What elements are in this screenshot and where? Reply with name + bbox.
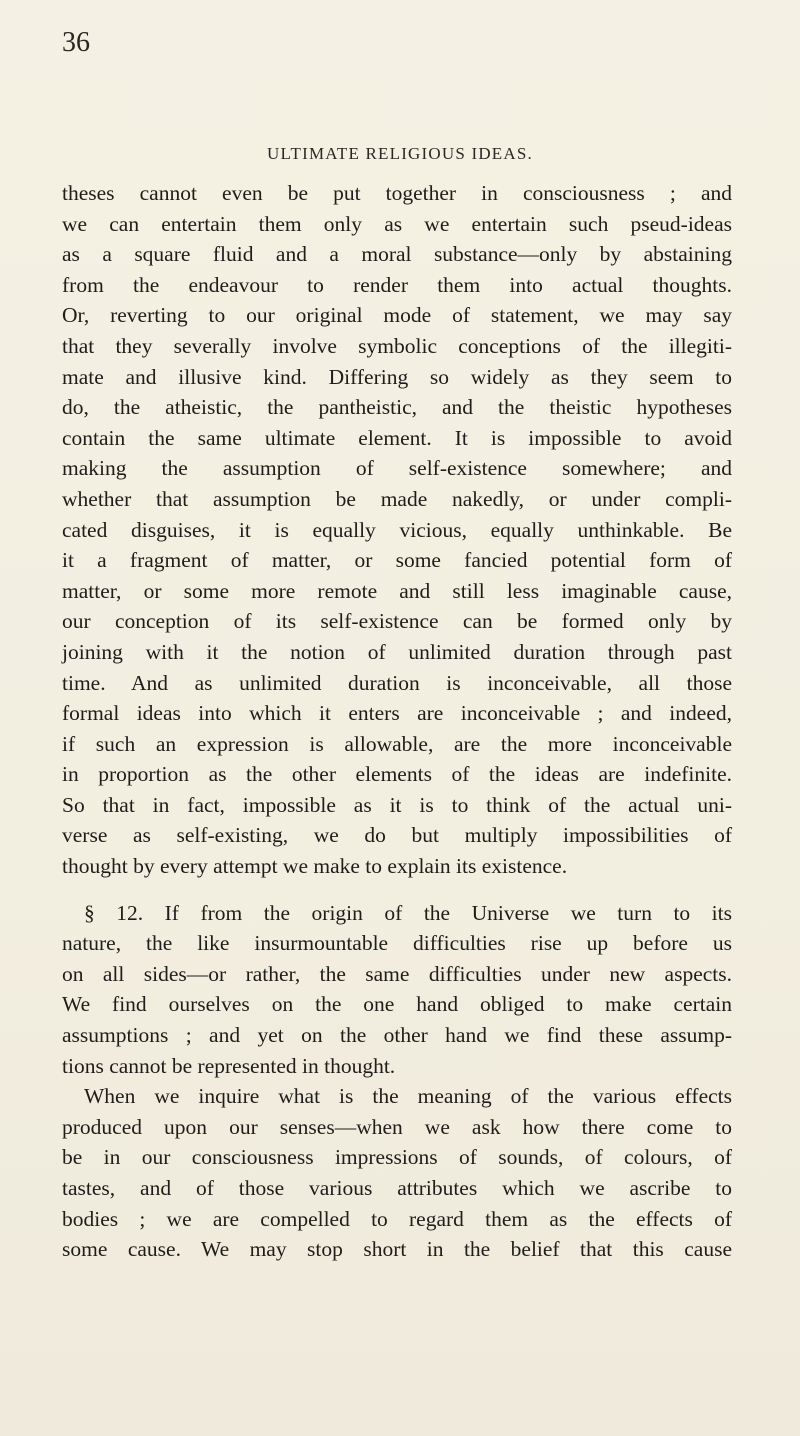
text-line: assumptions ; and yet on the other hand we find these assump- — [62, 1023, 732, 1048]
text-line: When we inquire what is the meaning of the various effects — [84, 1084, 732, 1109]
page-number: 36 — [62, 27, 90, 58]
text-line: produced upon our senses—when we ask how there come to — [62, 1114, 732, 1139]
text-line: some cause. We may stop short in the belief that this cause — [62, 1237, 732, 1262]
text-line: § 12. If from the origin of the Universe we turn to its — [84, 900, 732, 925]
text-line: nature, the like insurmountable difficulties rise up before us — [62, 931, 732, 956]
text-line: be in our consciousness impressions of sounds, of colours, of — [62, 1145, 732, 1170]
text-line: We find ourselves on the one hand obliged to make certain — [62, 992, 732, 1017]
text-line: tastes, and of those various attributes which we ascribe to — [62, 1176, 732, 1200]
text-line: our conception of its self-existence can be formed only by — [62, 609, 732, 634]
text-line: mate and illusive kind. Differing so widely as they seem to — [62, 364, 732, 389]
text-line: in proportion as the other elements of the ideas are indefinite. — [62, 762, 732, 787]
text-line: we can entertain them only as we entertain such pseud-ideas — [62, 211, 732, 236]
paragraph-2 — [62, 898, 732, 1082]
text-line: formal ideas into which it enters are inconceivable ; and indeed, — [62, 701, 732, 726]
text-line: tions cannot be represented in thought. — [62, 1053, 396, 1078]
text-line: joining with it the notion of unlimited duration through past — [62, 639, 732, 664]
text-line: from the endeavour to render them into actual thoughts. — [62, 272, 732, 297]
text-line: time. And as unlimited duration is inconceivable, all those — [62, 670, 732, 695]
text-line: bodies ; we are compelled to regard them as the effects of — [62, 1206, 732, 1231]
running-head-title: ULTIMATE RELIGIOUS IDEAS. — [267, 144, 533, 163]
text-line: if such an expression is allowable, are the more inconceivable — [62, 731, 732, 756]
text-line: on all sides—or rather, the same difficulties under new aspects. — [62, 961, 732, 986]
text-line: contain the same ultimate element. It is impossible to avoid — [62, 425, 732, 450]
text-line: whether that assumption be made nakedly, or under compli- — [62, 486, 732, 511]
text-line: matter, or some more remote and still less imaginable cause, — [62, 578, 732, 603]
text-line: Or, reverting to our original mode of statement, we may say — [62, 303, 732, 328]
text-line: So that in fact, impossible as it is to think of the actual uni- — [62, 792, 732, 817]
text-line: theses cannot even be put together in consciousness ; and — [62, 181, 732, 205]
paragraph-gap — [62, 882, 732, 898]
paragraph-3 — [62, 1081, 732, 1265]
body-text — [62, 178, 732, 1265]
text-line: it a fragment of matter, or some fancied potential form of — [62, 548, 732, 573]
paragraph-1 — [62, 178, 732, 882]
text-line: cated disguises, it is equally vicious, equally unthinkable. Be — [62, 517, 732, 542]
text-line: do, the atheistic, the pantheistic, and the theistic hypotheses — [62, 395, 732, 420]
text-line: verse as self-existing, we do but multiply impossibilities of — [62, 823, 732, 848]
text-line: that they severally involve symbolic conceptions of the illegiti- — [62, 333, 732, 358]
text-line: as a square fluid and a moral substance—only by abstaining — [62, 242, 732, 267]
running-head — [0, 144, 800, 164]
text-line: making the assumption of self-existence somewhere; and — [62, 456, 732, 481]
page-header — [62, 28, 738, 68]
text-line: thought by every attempt we make to explain its existence. — [62, 854, 568, 879]
